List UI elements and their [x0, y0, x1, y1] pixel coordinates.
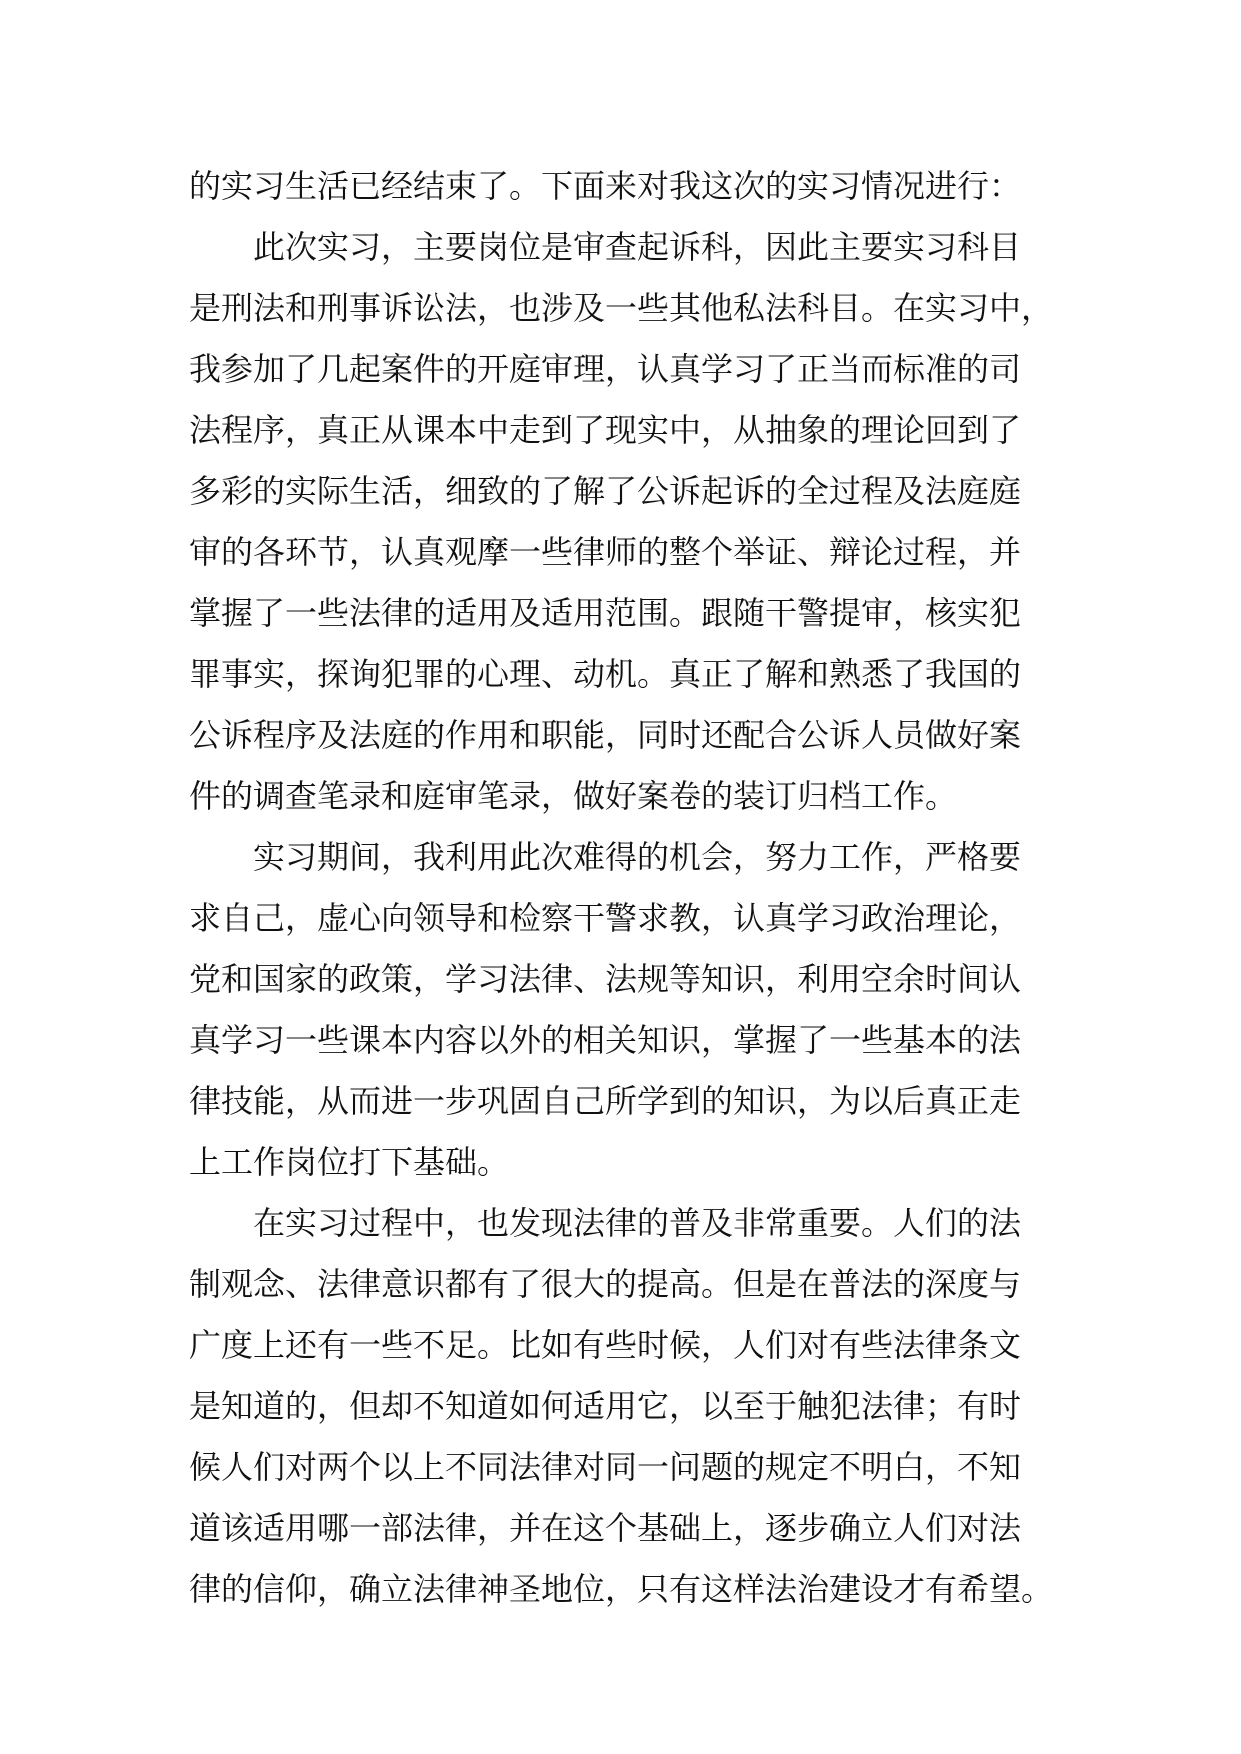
text-line: 广度上还有一些不足。比如有些时候，人们对有些法律条文: [189, 1326, 1022, 1364]
text-line: 多彩的实际生活，细致的了解了公诉起诉的全过程及法庭庭: [189, 472, 1022, 510]
text-line: 在实习过程中，也发现法律的普及非常重要。人们的法: [189, 1204, 1022, 1242]
text-line: 我参加了几起案件的开庭审理，认真学习了正当而标准的司: [189, 350, 1022, 388]
text-line: 掌握了一些法律的适用及适用范围。跟随干警提审，核实犯: [189, 594, 1022, 632]
text-line: 上工作岗位打下基础。: [189, 1143, 510, 1181]
text-line: 件的调查笔录和庭审笔录，做好案卷的装订归档工作。: [189, 777, 958, 815]
text-line: 实习期间，我利用此次难得的机会，努力工作，严格要: [189, 838, 1022, 876]
text-line: 党和国家的政策，学习法律、法规等知识，利用空余时间认: [189, 960, 1022, 998]
text-line: 制观念、法律意识都有了很大的提高。但是在普法的深度与: [189, 1265, 1022, 1303]
text-line: 道该适用哪一部法律，并在这个基础上，逐步确立人们对法: [189, 1509, 1022, 1547]
text-line: 求自己，虚心向领导和检察干警求教，认真学习政治理论，: [189, 899, 1022, 937]
text-line: 审的各环节，认真观摩一些律师的整个举证、辩论过程，并: [189, 533, 1022, 571]
text-line: 罪事实，探询犯罪的心理、动机。真正了解和熟悉了我国的: [189, 655, 1022, 693]
text-line: 公诉程序及法庭的作用和职能，同时还配合公诉人员做好案: [189, 716, 1022, 754]
text-line: 法程序，真正从课本中走到了现实中，从抽象的理论回到了: [189, 411, 1022, 449]
text-line: 律的信仰，确立法律神圣地位，只有这样法治建设才有希望。: [189, 1570, 1054, 1608]
text-line: 是知道的，但却不知道如何适用它，以至于触犯法律；有时: [189, 1387, 1022, 1425]
text-line: 律技能，从而进一步巩固自己所学到的知识，为以后真正走: [189, 1082, 1022, 1120]
text-line: 此次实习，主要岗位是审查起诉科，因此主要实习科目: [189, 228, 1022, 266]
text-line: 是刑法和刑事诉讼法，也涉及一些其他私法科目。在实习中，: [189, 289, 1054, 327]
text-line: 候人们对两个以上不同法律对同一问题的规定不明白，不知: [189, 1448, 1022, 1486]
text-line: 的实习生活已经结束了。下面来对我这次的实习情况进行：: [189, 167, 1022, 205]
text-line: 真学习一些课本内容以外的相关知识，掌握了一些基本的法: [189, 1021, 1022, 1059]
